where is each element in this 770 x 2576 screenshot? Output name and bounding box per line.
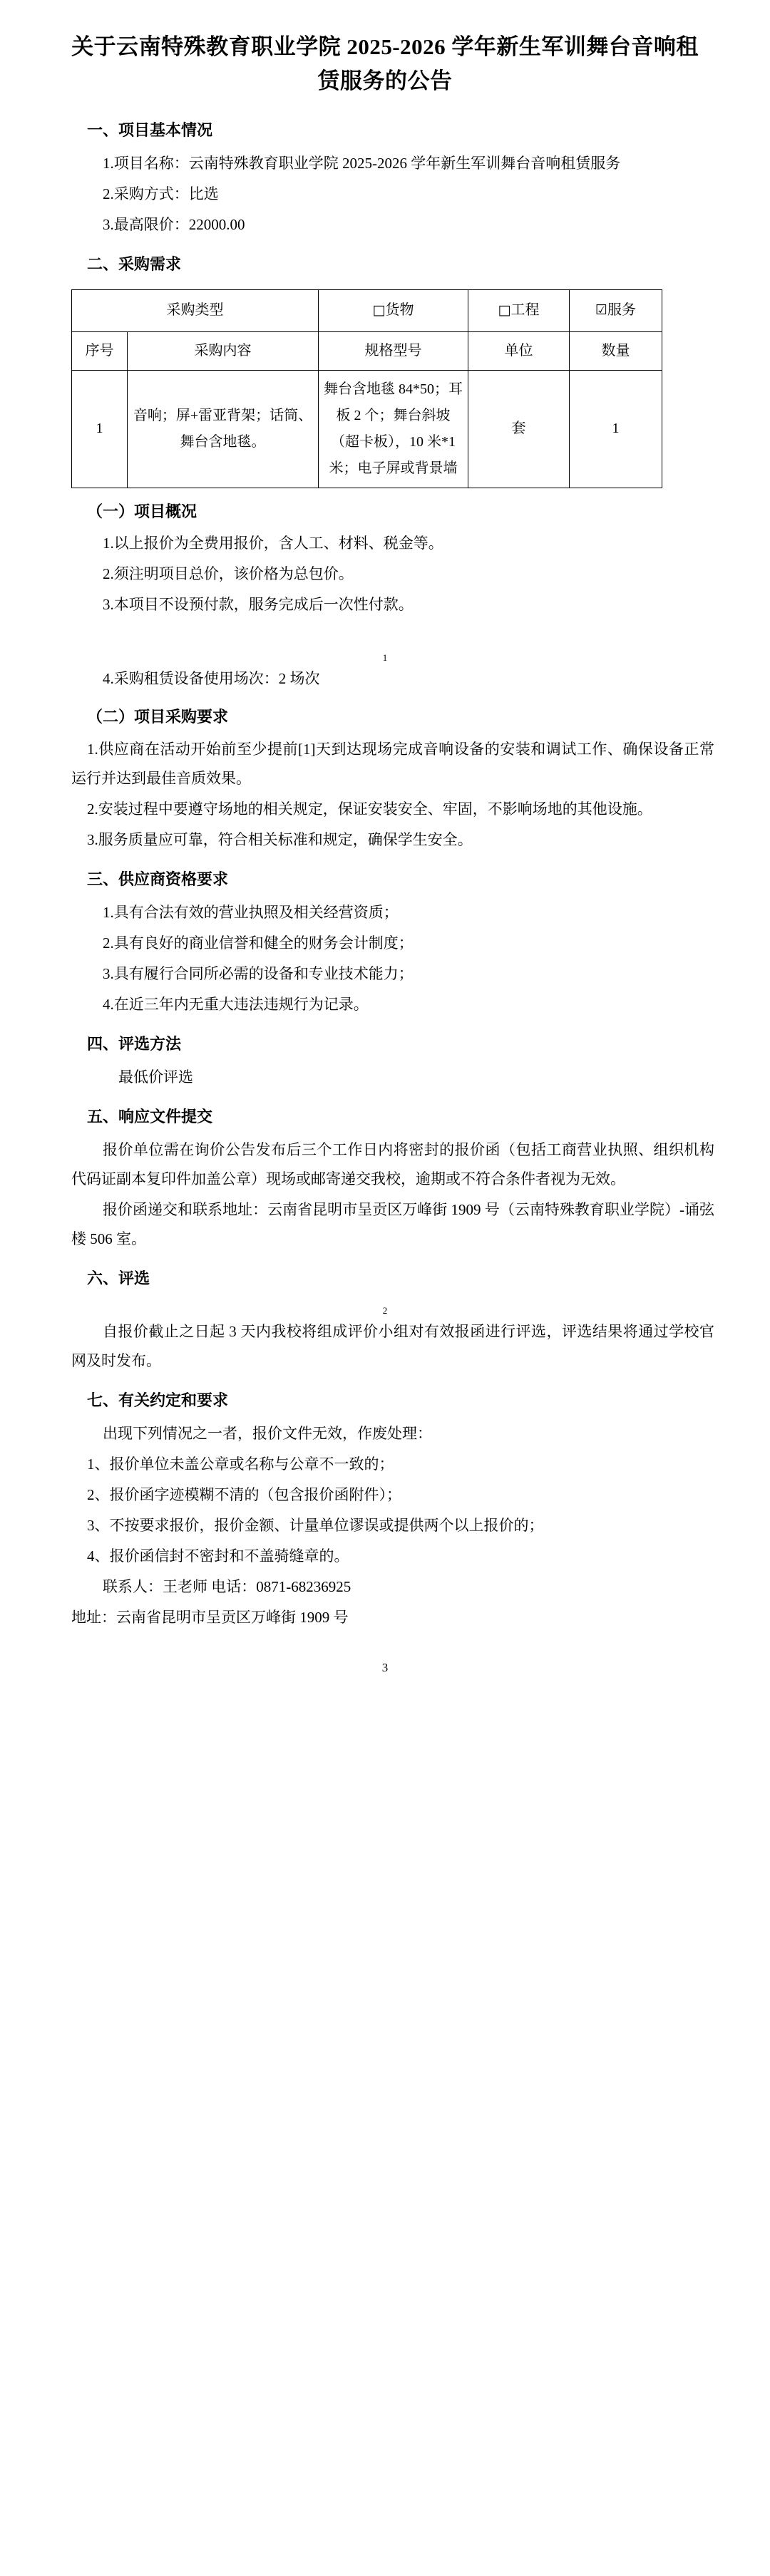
section-heading-1: 一、项目基本情况 [87, 121, 213, 140]
evaluation-method-text: 最低价评选 [118, 1068, 193, 1086]
cell-qty: 1 [570, 370, 662, 488]
contact-person-line: 联系人：王老师 电话：0871-68236925 [103, 1578, 351, 1596]
checkbox-works-icon[interactable]: □ [498, 302, 511, 319]
column-header-no: 序号 [72, 331, 128, 370]
type-option-services-label: 服务 [607, 302, 637, 319]
section-heading-7: 七、有关约定和要求 [87, 1391, 229, 1410]
terms-item-2: 2、报价函字迹模糊不清的（包含报价函附件）； [87, 1486, 401, 1504]
table-header-row [72, 331, 662, 370]
section1-item-2: 2.采购方式：比选 [103, 185, 219, 203]
terms-lead-text: 出现下列情况之一者，报价文件无效，作废处理： [103, 1425, 432, 1443]
type-option-works-label: 工程 [510, 302, 540, 319]
column-header-unit: 单位 [468, 331, 570, 370]
qualification-item-2: 2.具有良好的商业信誉和健全的财务会计制度； [103, 934, 414, 952]
column-header-content: 采购内容 [128, 331, 319, 370]
subsection-heading-requirements: （二）项目采购要求 [87, 708, 229, 726]
overview-item-3: 3.本项目不设预付款，服务完成后一次性付款。 [103, 595, 414, 613]
qualification-item-3: 3.具有履行合同所必需的设备和专业技术能力； [103, 964, 414, 982]
qualification-item-1: 1.具有合法有效的营业执照及相关经营资质； [103, 903, 399, 921]
qualification-item-4: 4.在近三年内无重大违法违规行为记录。 [103, 995, 369, 1013]
type-header-label: 采购类型 [72, 289, 319, 331]
cell-no: 1 [72, 370, 128, 488]
section-heading-4: 四、评选方法 [87, 1034, 182, 1053]
section-heading-5: 五、响应文件提交 [87, 1108, 213, 1126]
section1-item-1: 1.项目名称：云南特殊教育职业学院 2025-2026 学年新生军训舞台音响租赁服务 [103, 155, 621, 172]
section-heading-3: 三、供应商资格要求 [87, 870, 229, 888]
evaluation-paragraph: 自报价截止之日起 3 天内我校将组成评价小组对有效报函进行评选，评选结果将通过学校官网及时发布。 [71, 1323, 714, 1370]
procurement-requirements-table [71, 289, 662, 488]
terms-item-3: 3、不按要求报价，报价金额、计量单位谬误或提供两个以上报价的； [87, 1517, 544, 1535]
terms-item-4: 4、报价函信封不密封和不盖骑缝章的。 [87, 1547, 349, 1565]
checkbox-services-icon[interactable]: ☑ [595, 302, 608, 319]
section1-item-3: 3.最高限价：22000.00 [103, 216, 245, 234]
cell-spec: 舞台含地毯 84*50；耳板 2 个；舞台斜坡（超卡板），10 米*1 米；电子屏或背景墙 [319, 370, 468, 488]
contact-address-line: 地址：云南省昆明市呈贡区万峰街 1909 号 [71, 1609, 349, 1627]
overview-item-2: 2.须注明项目总价，该价格为总包价。 [103, 565, 354, 583]
section-heading-6: 六、评选 [87, 1269, 150, 1288]
submission-paragraph-2: 报价函递交和联系地址：云南省昆明市呈贡区万峰街 1909 号（云南特殊教育职业学院）-诵弦楼 506 室。 [71, 1201, 714, 1248]
type-option-goods-label: 货物 [385, 302, 414, 319]
type-option-goods [319, 289, 468, 331]
type-option-works [468, 289, 570, 331]
column-header-spec: 规格型号 [319, 331, 468, 370]
type-option-services [570, 289, 662, 331]
footnote-marker-1: 1 [382, 651, 388, 663]
subsection-heading-overview: （一）项目概况 [87, 502, 197, 520]
overview-item-4: 4.采购租赁设备使用场次：2 场次 [103, 670, 320, 688]
checkbox-goods-icon[interactable]: □ [372, 302, 386, 319]
requirement-item-3: 3.服务质量应可靠，符合相关标准和规定，确保学生安全。 [87, 830, 473, 848]
page-number: 3 [381, 1660, 389, 1674]
requirement-item-2: 2.安装过程中要遵守场地的相关规定，保证安装安全、牢固，不影响场地的其他设施。 [87, 800, 652, 818]
table-row [72, 370, 662, 488]
cell-unit: 套 [468, 370, 570, 488]
footnote-marker-2: 2 [382, 1304, 388, 1316]
table-row-type [72, 289, 662, 331]
terms-item-1: 1、报价单位未盖公章或名称与公章不一致的； [87, 1456, 394, 1473]
requirement-item-1: 1.供应商在活动开始前至少提前[1]天到达现场完成音响设备的安装和调试工作、确保设备正常运行并达到最佳音质效果。 [71, 740, 714, 787]
overview-item-1: 1.以上报价为全费用报价，含人工、材料、税金等。 [103, 535, 443, 552]
submission-paragraph-1: 报价单位需在询价公告发布后三个工作日内将密封的报价函（包括工商营业执照、组织机构代码证副本复印件加盖公章）现场或邮寄递交我校，逾期或不符合条件者视为无效。 [71, 1141, 714, 1188]
column-header-qty: 数量 [570, 331, 662, 370]
page-title: 关于云南特殊教育职业学院 2025-2026 学年新生军训舞台音响租赁服务的公告 [71, 34, 699, 94]
section-heading-2: 二、采购需求 [87, 255, 182, 274]
cell-content: 音响；屏+雷亚背架；话筒、舞台含地毯。 [128, 370, 319, 488]
